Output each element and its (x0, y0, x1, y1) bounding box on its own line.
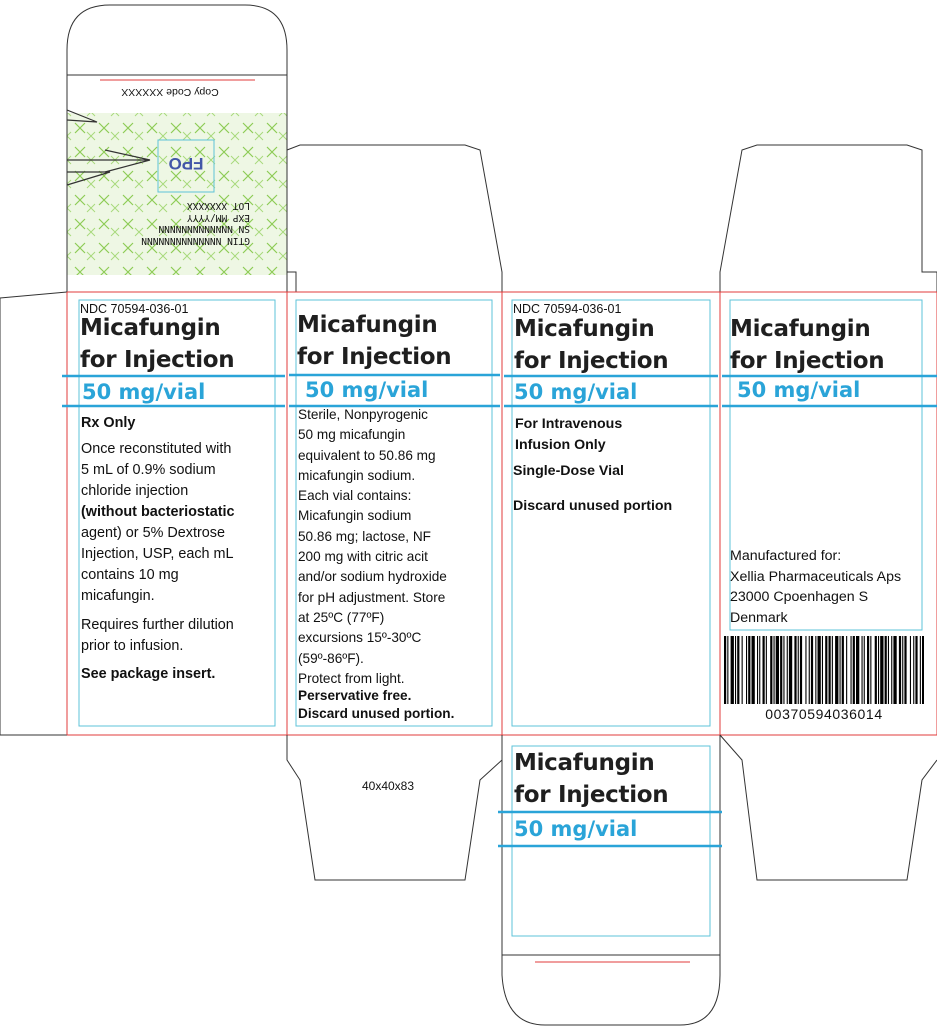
text-line: Protect from light. (298, 670, 405, 686)
barcode-bar (731, 636, 734, 704)
text-line: for pH adjustment. Store (298, 589, 446, 605)
preservative-free (298, 687, 454, 723)
barcode-bar (798, 636, 799, 704)
barcode-bar (856, 636, 859, 704)
barcode-bar (885, 636, 887, 704)
brand-line-1: Micafungin (80, 315, 221, 341)
text-line: contains 10 mg (81, 567, 179, 583)
barcode-bar (840, 636, 841, 704)
barcode-bar (870, 636, 871, 704)
strength-label: 50 mg/vial (514, 817, 638, 841)
barcode-bar (825, 636, 827, 704)
barcode-bar (899, 636, 901, 704)
barcode-bar (809, 636, 810, 704)
barcode-bar (862, 636, 863, 704)
barcode-bar (815, 636, 816, 704)
barcode-bar (748, 636, 750, 704)
text-line: prior to infusion. (81, 638, 184, 654)
barcode-bar (727, 636, 728, 704)
text-line: For Intravenous (515, 416, 623, 432)
barcode-bar (811, 636, 813, 704)
strength-label: 50 mg/vial (514, 380, 638, 404)
barcode-bar (757, 636, 758, 704)
brand-line-2: for Injection (297, 344, 452, 370)
text-line: chloride injection (81, 483, 189, 499)
barcode-bar (737, 636, 739, 704)
brand-line-2: for Injection (514, 782, 669, 808)
barcode-bar (851, 636, 852, 704)
barcode-bar (842, 636, 844, 704)
bottom-tuck-flap (502, 955, 720, 1025)
brand-name (514, 747, 668, 811)
barcode-bar (867, 636, 869, 704)
carton-dimensions: 40x40x83 (361, 779, 415, 793)
text-line: Once reconstituted with (81, 441, 232, 457)
text-line: agent) or 5% Dextrose (81, 525, 225, 541)
text-line: Perservative free. (298, 688, 412, 703)
barcode-bar (888, 636, 889, 704)
strength-label: 50 mg/vial (82, 380, 206, 404)
barcode-bar (864, 636, 865, 704)
barcode-bar (915, 636, 917, 704)
barcode-bar (880, 636, 883, 704)
brand-name (730, 313, 884, 377)
top-tuck-flap (67, 5, 287, 75)
copy-code: Copy Code XXXXXX (121, 86, 219, 98)
lot-line: LOT XXXXXXX (187, 200, 250, 212)
sn-line: SN NNNNNNNNNNNNN (158, 223, 250, 235)
fpo-label: FPO (168, 154, 204, 173)
barcode-bar (766, 636, 767, 704)
text-line: micafungin sodium. (298, 467, 416, 483)
barcode-number: 00370594036014 (765, 706, 883, 722)
barcode-bar (878, 636, 879, 704)
brand-name (514, 313, 668, 377)
rx-only: Rx Only (81, 415, 136, 431)
brand-line-1: Micafungin (297, 312, 438, 338)
barcode-bar (752, 636, 755, 704)
single-dose: Single-Dose Vial (513, 463, 624, 479)
dilution-text (81, 615, 234, 657)
text-line: Xellia Pharmaceuticals Aps (730, 568, 902, 585)
text-line: Each vial contains: (298, 488, 412, 504)
barcode (724, 636, 924, 706)
barcode-bar (787, 636, 788, 704)
reconstitution-text (81, 439, 235, 607)
exp-line: EXP MM/YYYY (187, 212, 250, 223)
dust-flap-top-right (720, 145, 937, 292)
strength-label: 50 mg/vial (305, 378, 429, 402)
barcode-bar (875, 636, 877, 704)
text-line: 50 mg micafungin (298, 427, 406, 443)
barcode-bar (829, 636, 831, 704)
text-line: Sterile, Nonpyrogenic (298, 407, 428, 422)
brand-line-1: Micafungin (514, 750, 655, 776)
barcode-bar (891, 636, 892, 704)
serialization-block (110, 200, 250, 246)
description-text (298, 405, 447, 689)
brand-line-1: Micafungin (730, 316, 871, 342)
text-line: Manufactured for: (730, 548, 842, 564)
text-line: 50.86 mg; lactose, NF (298, 528, 431, 544)
barcode-bar (835, 636, 838, 704)
text-line: Requires further dilution (81, 617, 234, 633)
barcode-bar (759, 636, 760, 704)
barcode-bar (776, 636, 779, 704)
brand-name (80, 312, 234, 376)
dust-flap-bottom (287, 735, 502, 880)
text-line: Injection, USP, each mL (81, 546, 234, 562)
text-line: Infusion Only (515, 437, 606, 453)
barcode-bar (800, 636, 802, 704)
barcode-bar (853, 636, 855, 704)
brand-line-2: for Injection (730, 348, 885, 374)
text-line: 200 mg with citric acit (298, 549, 428, 565)
barcode-bar (780, 636, 782, 704)
brand-line-2: for Injection (80, 347, 235, 373)
barcode-bar (822, 636, 823, 704)
dust-flap-bottom-right (720, 735, 937, 880)
text-line: equivalent to 50.86 mg (298, 447, 436, 463)
barcode-bar (794, 636, 796, 704)
text-line: 5 mL of 0.9% sodium (81, 462, 216, 478)
route-text (515, 414, 622, 456)
manufacturer-text (730, 546, 901, 628)
text-line: Micafungin sodium (298, 508, 412, 524)
barcode-bar (783, 636, 784, 704)
text-line: Denmark (730, 609, 788, 626)
ndc-number: NDC 70594-036-01 (80, 302, 189, 316)
brand-line-2: for Injection (514, 348, 669, 374)
barcode-bar (746, 636, 747, 704)
barcode-bar (832, 636, 833, 704)
gtin-line: GTIN NNNNNNNNNNNNNN (141, 235, 250, 246)
barcode-bar (742, 636, 743, 704)
brand-name (297, 309, 451, 373)
text-line: excursions 15º-30ºC (298, 630, 422, 646)
barcode-bar (774, 636, 775, 704)
glue-flap (0, 292, 67, 735)
barcode-bar (846, 636, 847, 704)
barcode-bar (893, 636, 896, 704)
text-line: (59º-86ºF). (298, 650, 364, 666)
barcode-bar (735, 636, 736, 704)
text-line: 23000 Cpoenhagen S (730, 589, 869, 605)
text-line: at 25ºC (77ºF) (298, 609, 385, 625)
barcode-bar (910, 636, 911, 704)
barcode-bar (922, 636, 924, 704)
barcode-bar (902, 636, 903, 704)
discard-text: Discard unused portion (513, 498, 673, 514)
barcode-bar (805, 636, 806, 704)
ndc-number: NDC 70594-036-01 (513, 302, 622, 316)
barcode-bar (763, 636, 765, 704)
dust-flap-top (287, 145, 502, 292)
barcode-bar (770, 636, 772, 704)
barcode-bar (724, 636, 726, 704)
see-insert: See package insert. (81, 666, 216, 682)
barcode-bar (904, 636, 906, 704)
text-line: and/or sodium hydroxide (298, 569, 447, 585)
barcode-bar (818, 636, 821, 704)
barcode-bar (920, 636, 921, 704)
strength-label: 50 mg/vial (737, 378, 861, 402)
text-line: Discard unused portion. (298, 706, 455, 721)
barcode-bar (913, 636, 914, 704)
text-line: (without bacteriostatic (81, 504, 235, 520)
brand-line-1: Micafungin (514, 316, 655, 342)
text-line: micafungin. (81, 588, 155, 604)
barcode-bar (789, 636, 792, 704)
